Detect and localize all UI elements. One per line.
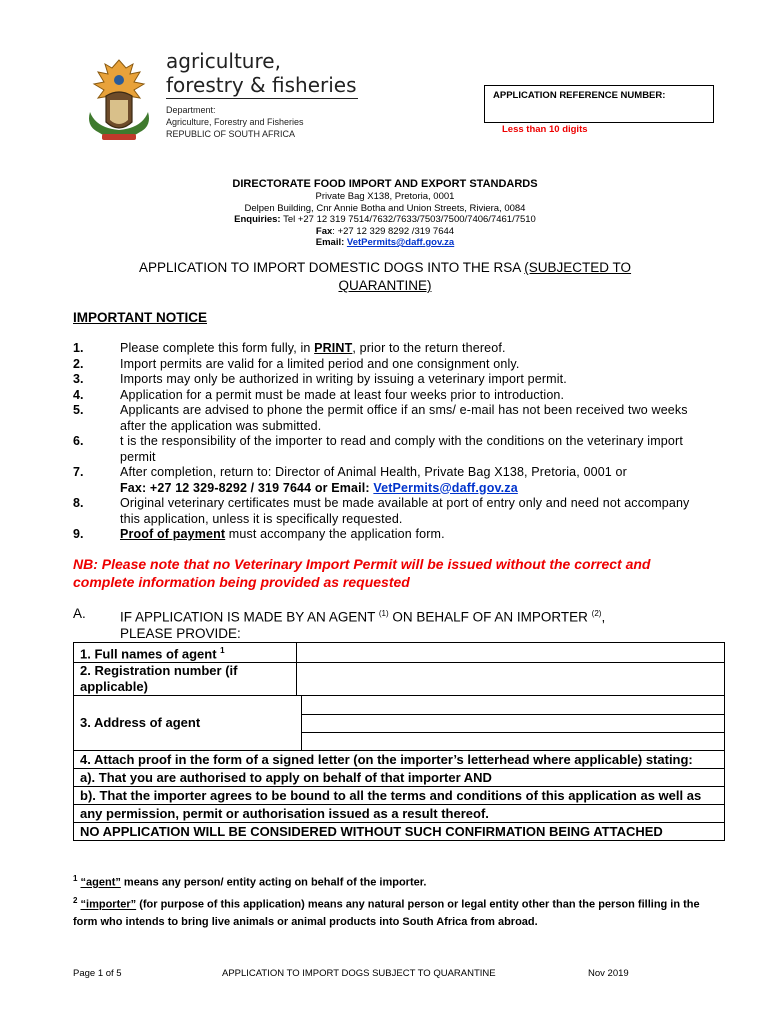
title-part-3: QUARANTINE)	[338, 278, 432, 293]
email-label: Email:	[315, 237, 345, 248]
brand-divider	[166, 98, 358, 99]
table-row	[74, 643, 725, 663]
registration-number-label: 2. Registration number (if applicable)	[74, 663, 297, 696]
proof-point-b-cont: any permission, permit or authorisation issued as a result thereof.	[74, 805, 725, 823]
nb-warning: NB: Please note that no Veterinary Import Permit will be issued without the correct and complete information being provided as requested	[73, 556, 651, 590]
agent-address-input-3[interactable]	[302, 732, 725, 750]
item-text: After completion, return to: Director of Animal Health, Private Bag X138, Pretoria, 0001 or Fax: +27 12 329-8292 / 319 7644 or Email: VetPermits@daff.gov.za	[120, 465, 627, 495]
directorate-email	[70, 237, 700, 249]
fax-number: : +27 12 329 8292 /319 7644	[332, 225, 455, 237]
department-label: Department:	[166, 105, 216, 115]
table-row	[74, 663, 725, 696]
item-number: 6.	[73, 434, 84, 448]
proof-instruction: 4. Attach proof in the form of a signed letter (on the importer’s letterhead where applicable) stating:	[74, 751, 725, 769]
notice-list	[73, 341, 713, 543]
footnotes	[73, 870, 713, 932]
title-part-2: (SUBJECTED TO	[524, 260, 632, 275]
item-text: Please complete this form fully, in PRINT, prior to the return thereof.	[120, 341, 506, 355]
list-item	[73, 388, 713, 404]
agent-name-label: 1. Full names of agent $^1$	[74, 643, 297, 663]
directorate-enquiries	[70, 214, 700, 226]
table-row	[74, 696, 725, 714]
proof-point-b: b). That the importer agrees to be bound to all the terms and conditions of this application as well as	[74, 787, 725, 805]
item-number: 2.	[73, 356, 84, 371]
agent-address-input-2[interactable]	[302, 714, 725, 732]
table-row	[74, 787, 725, 805]
directorate-block	[70, 177, 700, 249]
proof-point-a: a). That you are authorised to apply on behalf of that importer AND	[74, 769, 725, 787]
table-row	[74, 769, 725, 787]
item-number: 1.	[73, 341, 84, 355]
agent-name-input[interactable]	[297, 643, 725, 663]
footer-date: Nov 2019	[588, 968, 629, 979]
list-item	[73, 341, 713, 357]
fax-label: Fax	[315, 225, 333, 237]
enquiries-label: Enquiries:	[234, 214, 281, 225]
table-row	[74, 751, 725, 769]
item-text: Proof of payment must accompany the application form.	[120, 527, 445, 541]
directorate-heading: DIRECTORATE FOOD IMPORT AND EXPORT STANDARDS	[232, 178, 538, 190]
coat-of-arms-icon	[80, 56, 158, 142]
footer-title: APPLICATION TO IMPORT DOGS SUBJECT TO QUARANTINE	[222, 968, 496, 979]
reference-number-hint: Less than 10 digits	[502, 124, 588, 135]
item-number: 9.	[73, 527, 84, 541]
item-text: Applicants are advised to phone the permit office if an sms/ e-mail has not been received two weeks after the application was submitted.	[120, 403, 688, 433]
notice-heading: IMPORTANT NOTICE	[73, 310, 207, 325]
brand-line-1: agriculture,	[166, 49, 281, 73]
page-number: Page 1 of 5	[73, 968, 122, 979]
list-item	[73, 357, 713, 373]
list-item	[73, 434, 713, 465]
item-number: 8.	[73, 496, 84, 510]
item-text: Application for a permit must be made at least four weeks prior to introduction.	[120, 387, 565, 402]
item-text: t is the responsibility of the importer to read and comply with the conditions on the veterinary import permit	[120, 434, 683, 464]
section-a-text: IF APPLICATION IS MADE BY AN AGENT $^{(1)}$ ON BEHALF OF AN IMPORTER $^{(2)}$, PLEASE PROVIDE:	[120, 609, 606, 641]
department-logo	[80, 50, 370, 145]
item-text: Import permits are valid for a limited period and one consignment only.	[120, 356, 520, 371]
footnote-agent: $^1$ “agent” means any person/ entity acting on behalf of the importer.	[73, 874, 427, 889]
no-application-warning: NO APPLICATION WILL BE CONSIDERED WITHOUT SUCH CONFIRMATION BEING ATTACHED	[74, 823, 725, 841]
list-item	[73, 403, 713, 434]
directorate-fax	[70, 226, 700, 238]
list-item	[73, 372, 713, 388]
agent-address-input-1[interactable]	[302, 696, 725, 714]
enquiries-phone: Tel +27 12 319 7514/7632/7633/7503/7500/7406/7461/7510	[283, 214, 536, 225]
email-link[interactable]: VetPermits@daff.gov.za	[346, 237, 455, 248]
list-item	[73, 465, 713, 496]
table-row	[74, 805, 725, 823]
list-item	[73, 527, 713, 543]
section-letter: A.	[73, 606, 86, 621]
department-name: Agriculture, Forestry and Fisheries	[166, 117, 304, 127]
country-name: REPUBLIC OF SOUTH AFRICA	[166, 129, 296, 139]
list-item	[73, 496, 713, 527]
page-title	[70, 259, 700, 295]
reference-number-label: APPLICATION REFERENCE NUMBER:	[493, 90, 666, 101]
email-link[interactable]: VetPermits@daff.gov.za	[373, 480, 518, 495]
reference-number-field[interactable]	[484, 85, 714, 123]
footnote-importer: $^2$ “importer” (for purpose of this application) means any natural person or legal entity other than the person filling in the form who intends to bring live animals or animal products into South Africa from abroad.	[73, 896, 700, 929]
brand-line-2: forestry & fisheries	[166, 73, 357, 97]
directorate-postal: Private Bag X138, Pretoria, 0001	[315, 191, 455, 202]
item-text: Imports may only be authorized in writing by issuing a veterinary import permit.	[120, 372, 567, 386]
item-text: Original veterinary certificates must be made available at port of entry only and need not accompany this application, unless it is specifically requested.	[120, 496, 690, 526]
agent-form-table	[73, 642, 725, 841]
agent-address-label: 3. Address of agent	[74, 696, 302, 751]
title-part-1: APPLICATION TO IMPORT DOMESTIC DOGS INTO THE RSA	[138, 260, 521, 275]
item-number: 3.	[73, 372, 84, 386]
table-row	[74, 823, 725, 841]
item-number: 5.	[73, 403, 84, 417]
registration-number-input[interactable]	[297, 663, 725, 696]
department-details	[166, 104, 304, 140]
item-number: 7.	[73, 465, 84, 479]
item-number: 4.	[73, 387, 84, 402]
directorate-address: Delpen Building, Cnr Annie Botha and Union Streets, Riviera, 0084	[244, 202, 526, 214]
